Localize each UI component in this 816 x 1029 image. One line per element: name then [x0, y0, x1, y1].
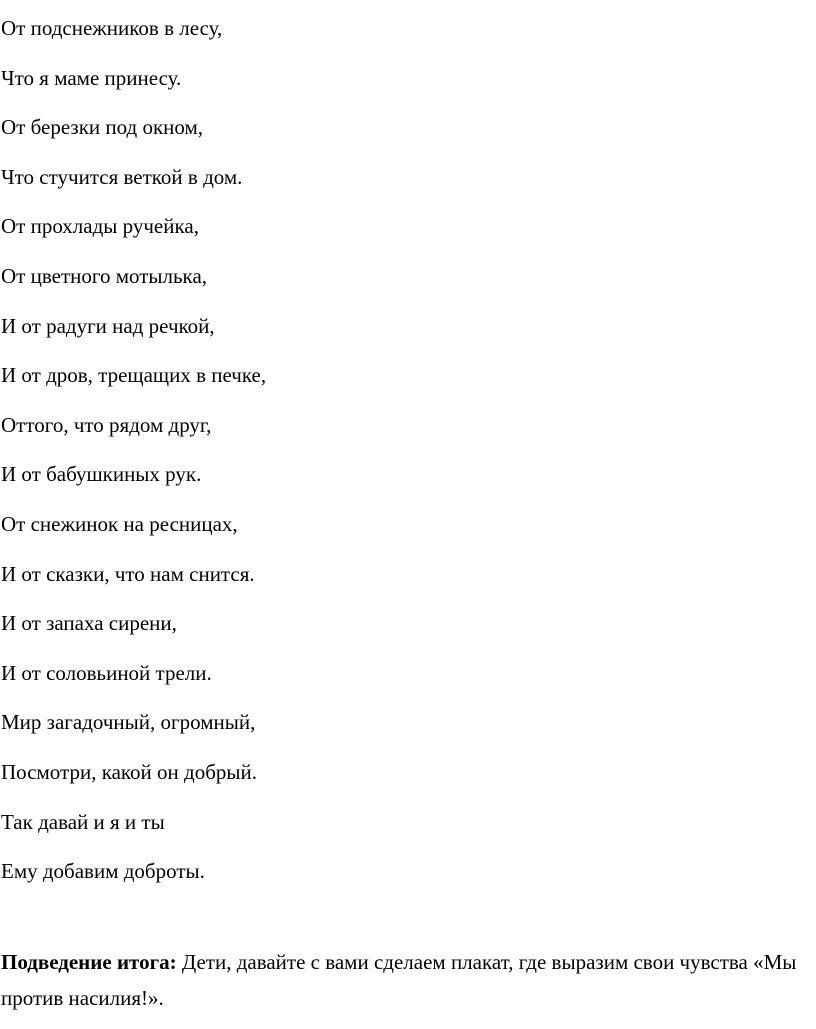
poem-line: От снежинок на ресницах,: [1, 511, 238, 536]
poem-line: Посмотри, какой он добрый.: [1, 759, 257, 784]
poem-line: Так давай и я и ты: [1, 809, 165, 834]
poem-line: Что стучится веткой в дом.: [1, 164, 243, 189]
poem-line: И от бабушкиных рук.: [1, 462, 202, 487]
poem-line: От подснежников в лесу,: [1, 16, 223, 40]
poem-line: И от сказки, что нам снится.: [1, 561, 255, 586]
poem-line: От березки под окном,: [1, 115, 204, 140]
poem-line: От прохлады ручейка,: [1, 214, 199, 239]
poem-line: Мир загадочный, огромный,: [1, 710, 256, 735]
summary-label: Подведение итога:: [1, 950, 177, 974]
summary-text: Дети, давайте с вами сделаем плакат, где выразим свои чувства «Мы против насилия!».: [1, 950, 797, 1010]
summary-paragraph: [1, 944, 801, 1016]
poem-line: И от дров, трещащих в печке,: [1, 363, 267, 388]
poem-line: И от радуги над речкой,: [1, 313, 215, 338]
poem-line: И от соловьиной трели.: [1, 660, 212, 685]
poem-line: Что я маме принесу.: [1, 65, 182, 90]
poem: [1, 4, 266, 897]
poem-line: И от запаха сирени,: [1, 611, 177, 636]
poem-line: Ему добавим доброты.: [1, 859, 205, 884]
poem-line: От цветного мотылька,: [1, 263, 208, 288]
poem-line: Оттого, что рядом друг,: [1, 412, 212, 437]
